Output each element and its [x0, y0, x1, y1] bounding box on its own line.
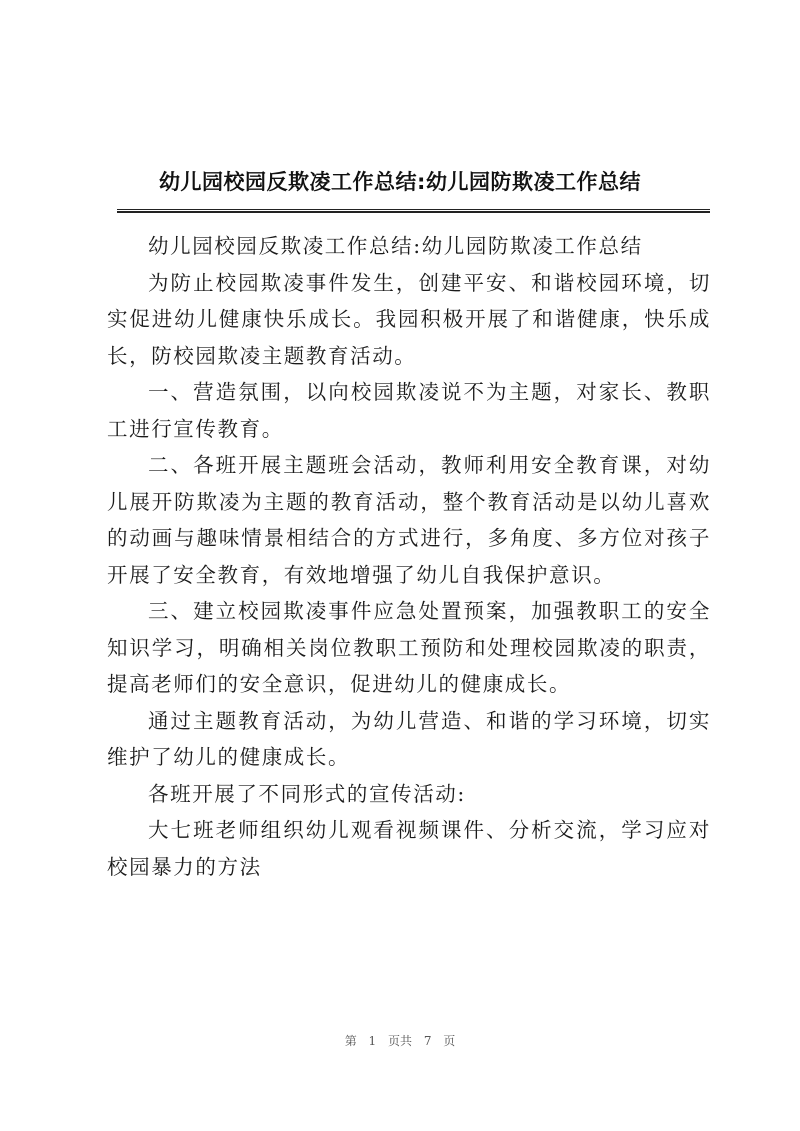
paragraph: 大七班老师组织幼儿观看视频课件、分析交流，学习应对校园暴力的方法: [107, 818, 711, 879]
paragraph: 一、营造氛围，以向校园欺凌说不为主题，对家长、教职工进行宣传教育。: [107, 380, 711, 441]
paragraph: 三、建立校园欺凌事件应急处置预案，加强教职工的安全知识学习，明确相关岗位教职工预防和处理校园欺凌的职责，提高老师们的安全意识，促进幼儿的健康成长。: [107, 599, 711, 696]
title-divider: [117, 209, 710, 213]
document-body: [107, 228, 711, 885]
paragraph: 二、各班开展主题班会活动，教师利用安全教育课，对幼儿展开防欺凌为主题的教育活动，整个教育活动是以幼儿喜欢的动画与趣味情景相结合的方式进行，多角度、多方位对孩子开展了安全教育，有效地增强了幼儿自我保护意识。: [107, 453, 711, 587]
paragraph: 为防止校园欺凌事件发生，创建平安、和谐校园环境，切实促进幼儿健康快乐成长。我园积极开展了和谐健康，快乐成长，防校园欺凌主题教育活动。: [107, 270, 711, 368]
paragraph: 幼儿园校园反欺凌工作总结:幼儿园防欺凌工作总结: [148, 234, 643, 258]
document-title: 幼儿园校园反欺凌工作总结:幼儿园防欺凌工作总结: [159, 170, 641, 194]
page-number-footer: 第 1 页共 7 页: [344, 1034, 456, 1048]
paragraph: 各班开展了不同形式的宣传活动:: [148, 781, 466, 806]
paragraph: 通过主题教育活动，为幼儿营造、和谐的学习环境，切实维护了幼儿的健康成长。: [107, 708, 711, 769]
